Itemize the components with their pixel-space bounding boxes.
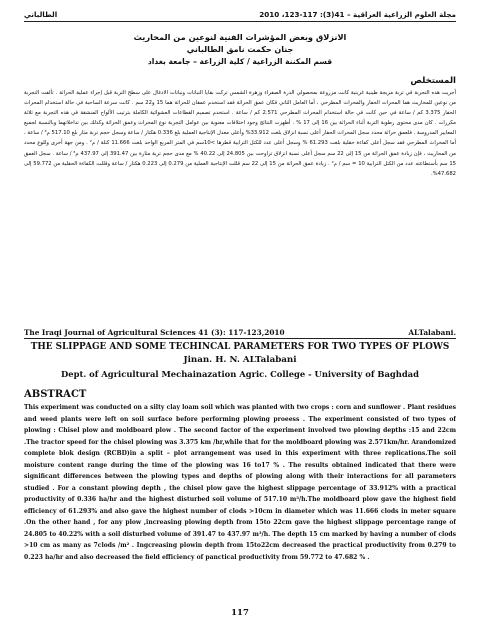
arabic-author-short: الطالباني [24,10,58,19]
arabic-author: جنان حكمت نامق الطالباني [186,45,294,54]
english-author: Jinan. H. N. ALTalabani [183,355,297,365]
english-department: Dept. of Agricultural Mechainazation Agric. College - University of Baghdad [61,369,419,379]
arabic-department: قسم المكننة الزراعية / كلية الزراعة – جامعة بغداد [147,57,333,66]
english-running-header [24,328,456,339]
english-title: THE SLIPPAGE AND SOME TECHINCAL PARAMETERS FOR TWO TYPES OF PLOWS [30,342,450,352]
english-journal-citation: The Iraqi Journal of Agricultural Sciences 41 (3): 117-123,2010 [24,328,285,337]
paper-page [24,8,456,632]
arabic-abstract-body: أجريت هذه التجربة في تربة مزيجة طينية غرينية كانت مزروعة بمحصولي الذرة الصفراء وزهرة الشمس تركت بقايا النباتات ونباتات الادغال على سطح التربة قبل إجراء عملية الحراثة . تألفت التجربة من نوعين للمحاريث هما المحراث الحفار والمحراث المطرحي ، أما العامل الثاني فكان عمق الحراثة فقد استخدم عمقان للحراثة هما 15 و22 سم . كانت سرعة الساحبة في حالة استخدام المحراث الحفار 3.375 كم / ساعة في حين كانت في حالة استخدام المحراث المطرحي 2.571 كم / ساعة . استخدم تصميم القطاعات العشوائية الكاملة بترتيب الألواح المنشقة في هذه التجربة مع ثلاثة مكررات . كان مدى محتوى رطوبة التربة أثناء الحراثة بين 16 إلى 17 % . أظهرت النتائج وجود اختلافات معنوية بين عوامل التجربة نوع المحراث وعمق الحراثة وكذلك بين تداخلاتهما وبالنسبة لجميع المعايير المدروسة . فلعمق حراثة محدد سجل المحراث الحفار أعلى نسبة انزلاق بلغت 33.912% وأعلى معدل الإنتاجية العملية بلغ 0.336 هكتار / ساعة وسجل حجم تربة مثار بلغ 517.10 م³ / ساعة ، أما المحراث المطرحي فقد سجل أعلى كفاءة حقلية بلغت 61.293 % وسجل أعلى عدد للكتل الترابية قطرها >10سم في المتر المربع الواحد بلغت 11.666 كتلة / م² . ومن جهة أخرى وللوع محدد من المحاريث ، فإن زيادة عمق الحراثة من 15 إلى 22 سم سجل أعلى نسبة انزلاق تراوحت بين 24.805 إلى 40.22 % مع مدى حجم تربة مثارة بين 391.47 إلى 437.97 م³ / ساعة . سجل العمق 15 سم بأستطاعته عدد من الكتل الترابية 10 = سم / م² . زيادة عمق الحراثة من 15 إلى 22 سم قللت الإنتاجية العملية من 0.279 إلى 0.223 هكتار / ساعة وقللت الكفاءة الحقلية من 59.772 إلى 47.682%. [24,90,456,177]
english-abstract-heading: ABSTRACT [24,389,87,400]
arabic-running-header [24,8,456,22]
arabic-journal-citation: مجلة العلوم الزراعية العراقية – 41(3): 117-123، 2010 [259,10,456,19]
page-number: 117 [231,608,249,618]
english-author-short: ALTalabani. [408,328,456,337]
english-abstract-body: This experiment was conducted on a silty clay loam soil which was planted with two crops : corn and sunflower . Plant residues and weed plants were left on soil surface before performing plowing proeess . The experiment consisted of two types of plowing : Chisel plow and moldboard plow . The second factor of the experiment involved two plowing depths :15 and 22cm .The tractor speed for the chisel plowing was 3.375 km /hr,while that for the moldboard plowing was 2.571km/hr. Arandomized complete blok design (RCBD)in a split – plot arrangement was used in this experiment with three replications.The soil moisture content range during the time of the plowing was 16 to17 % . The results obtained indicated that there were significant differences between the plowing types and depths of plowing along with their interactions for all parameters studied . For a constant plowing depth , the chisel plow gave the highest slippage percentage of 33.912% with a practical productivity of 0.336 ha/hr and the highest disturbed soil volume of 517.10 m³/h.The moldboard plow gave the highest field efficiency of 61.293% and also gave the highest number of clods >10cm in diameter which was 11.666 clods in meter square .On the other hand , for any plow ,increasing plowing depth from 15to 22cm gave the highest slippage percentage range of 24.805 to 40.22% with a soil disturbed volume of 391.47 to 437.97 m³/h. The depth 15 cm marked by having a number of clods >10 cm as many as 7clods /m² . Ingcreasing plowin depth from 15to22cm decreased the practical productivity from 0.279 to 0.223 ha/hr and also decreased the field efficiency of panctical productivity from 59.772 to 47.682 % . [24,404,456,561]
arabic-abstract-heading: المستخلص [410,76,456,86]
arabic-title: الانزلاق وبعض المؤشرات الفنية لنوعين من المحاريث [133,32,347,42]
